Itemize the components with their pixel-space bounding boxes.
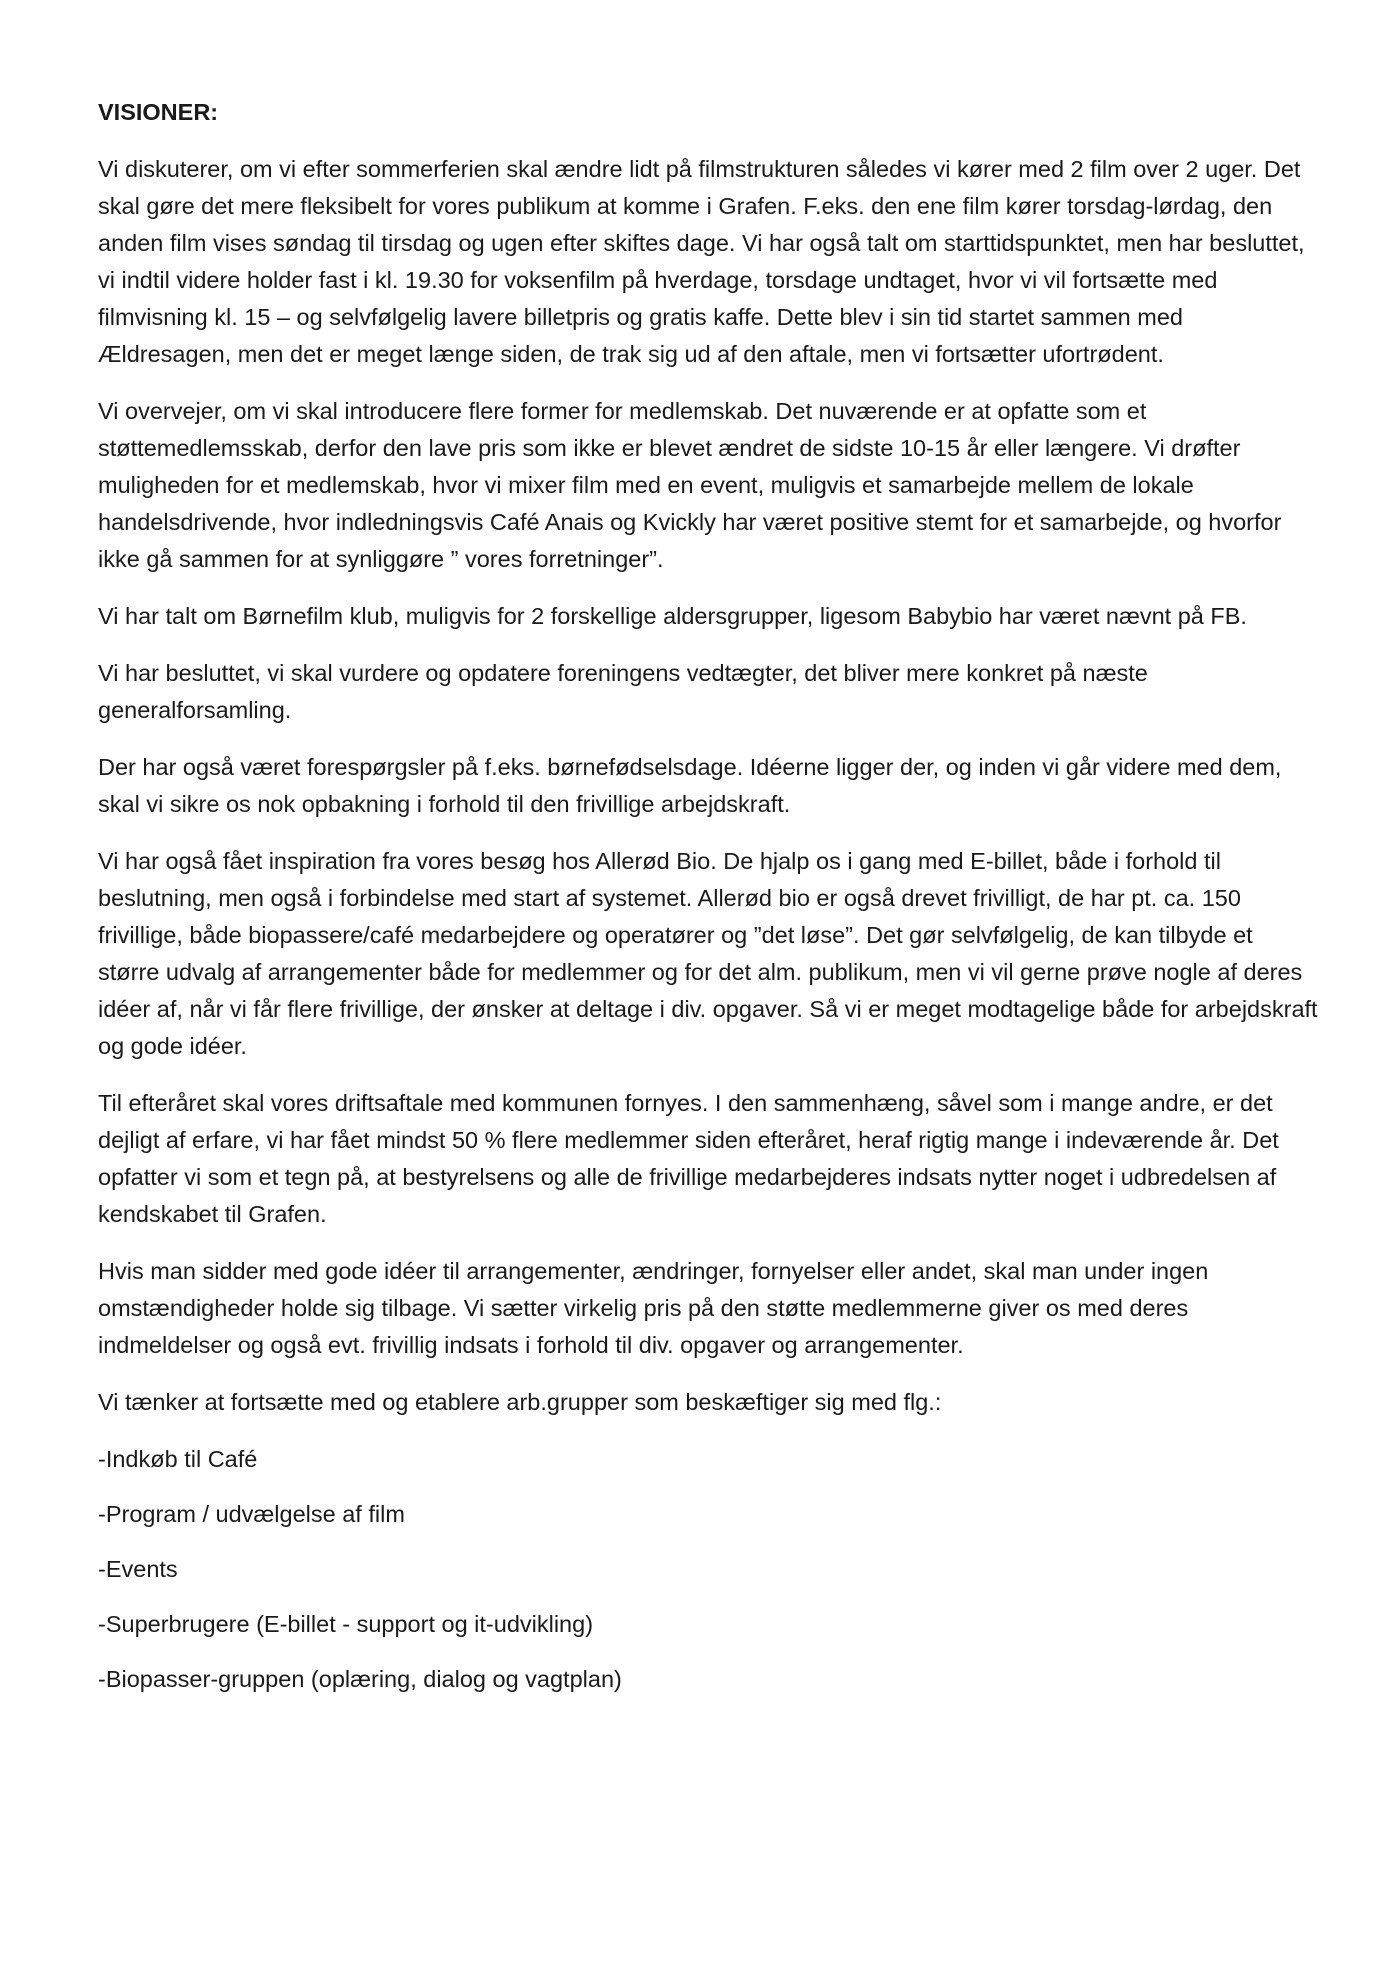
paragraph-operating-agreement: Til efteråret skal vores driftsaftale med kommunen fornyes. I den sammenhæng, såvel som i mange andre, er det dejligt af erfare, vi har fået mindst 50 % flere medlemmer siden efteråret, heraf rigtig mange i indeværende år. Det opfatter vi som et tegn på, at bestyrelsens og alle de frivillige medarbejderes indsats nytter noget i udbredelsen af kendskabet til Grafen. <box>98 1090 1279 1227</box>
paragraph-ideas-welcome: Hvis man sidder med gode idéer til arrangementer, ændringer, fornyelser eller andet, skal man under ingen omstændigheder holde sig tilbage. Vi sætter virkelig pris på den støtte medlemmerne giver os med deres indmeldelser og også evt. frivillig indsats i forhold til div. opgaver og arrangementer. <box>98 1258 1209 1358</box>
document-page <box>98 94 1320 1716</box>
paragraph-allerod-bio: Vi har også fået inspiration fra vores besøg hos Allerød Bio. De hjalp os i gang med E-billet, både i forhold til beslutning, men også i forbindelse med start af systemet. Allerød bio er også drevet frivilligt, de har pt. ca. 150 frivillige, både biopassere/café medarbejdere og operatører og ”det løse”. Det gør selvfølgelig, de kan tilbyde et større udvalg af arrangementer både for medlemmer og for det alm. publikum, men vi vil gerne prøve nogle af deres idéer af, når vi får flere frivillige, der ønsker at deltage i div. opgaver. Så vi er meget modtagelige både for arbejdskraft og gode idéer. <box>98 848 1318 1059</box>
paragraph-children-film-club: Vi har talt om Børnefilm klub, muligvis for 2 forskellige aldersgrupper, ligesom Babybio har været nævnt på FB. <box>98 603 1247 629</box>
paragraph-membership: Vi overvejer, om vi skal introducere flere former for medlemskab. Det nuværende er at opfatte som et støttemedlemsskab, derfor den lave pris som ikke er blevet ændret de sidste 10-15 år eller længere. Vi drøfter muligheden for et medlemskab, hvor vi mixer film med en event, muligvis et samarbejde mellem de lokale handelsdrivende, hvor indledningsvis Café Anais og Kvickly har været positive stemt for et samarbejde, og hvorfor ikke gå sammen for at synliggøre ” vores forretninger”. <box>98 398 1282 572</box>
paragraph-bylaws: Vi har besluttet, vi skal vurdere og opdatere foreningens vedtægter, det bliver mere konkret på næste generalforsamling. <box>98 660 1148 723</box>
list-item: -Superbrugere (E-billet - support og it-udvikling) <box>98 1611 594 1637</box>
list-item: -Indkøb til Café <box>98 1446 258 1472</box>
section-heading: VISIONER: <box>98 99 219 125</box>
work-groups-list <box>98 1441 1320 1698</box>
paragraph-work-groups-intro: Vi tænker at fortsætte med og etablere arb.grupper som beskæftiger sig med flg.: <box>98 1389 942 1415</box>
list-item: -Biopasser-gruppen (oplæring, dialog og vagtplan) <box>98 1666 622 1692</box>
list-item: -Events <box>98 1556 178 1582</box>
list-item: -Program / udvælgelse af film <box>98 1501 405 1527</box>
paragraph-film-structure: Vi diskuterer, om vi efter sommerferien skal ændre lidt på filmstrukturen således vi kører med 2 film over 2 uger. Det skal gøre det mere fleksibelt for vores publikum at komme i Grafen. F.eks. den ene film kører torsdag-lørdag, den anden film vises søndag til tirsdag og ugen efter skiftes dage. Vi har også talt om starttidspunktet, men har besluttet, vi indtil videre holder fast i kl. 19.30 for voksenfilm på hverdage, torsdage undtaget, hvor vi vil fortsætte med filmvisning kl. 15 – og selvfølgelig lavere billetpris og gratis kaffe. Dette blev i sin tid startet sammen med Ældresagen, men det er meget længe siden, de trak sig ud af den aftale, men vi fortsætter ufortrødent. <box>98 156 1305 367</box>
paragraph-birthdays: Der har også været forespørgsler på f.eks. børnefødselsdage. Idéerne ligger der, og inden vi går videre med dem, skal vi sikre os nok opbakning i forhold til den frivillige arbejdskraft. <box>98 754 1282 817</box>
